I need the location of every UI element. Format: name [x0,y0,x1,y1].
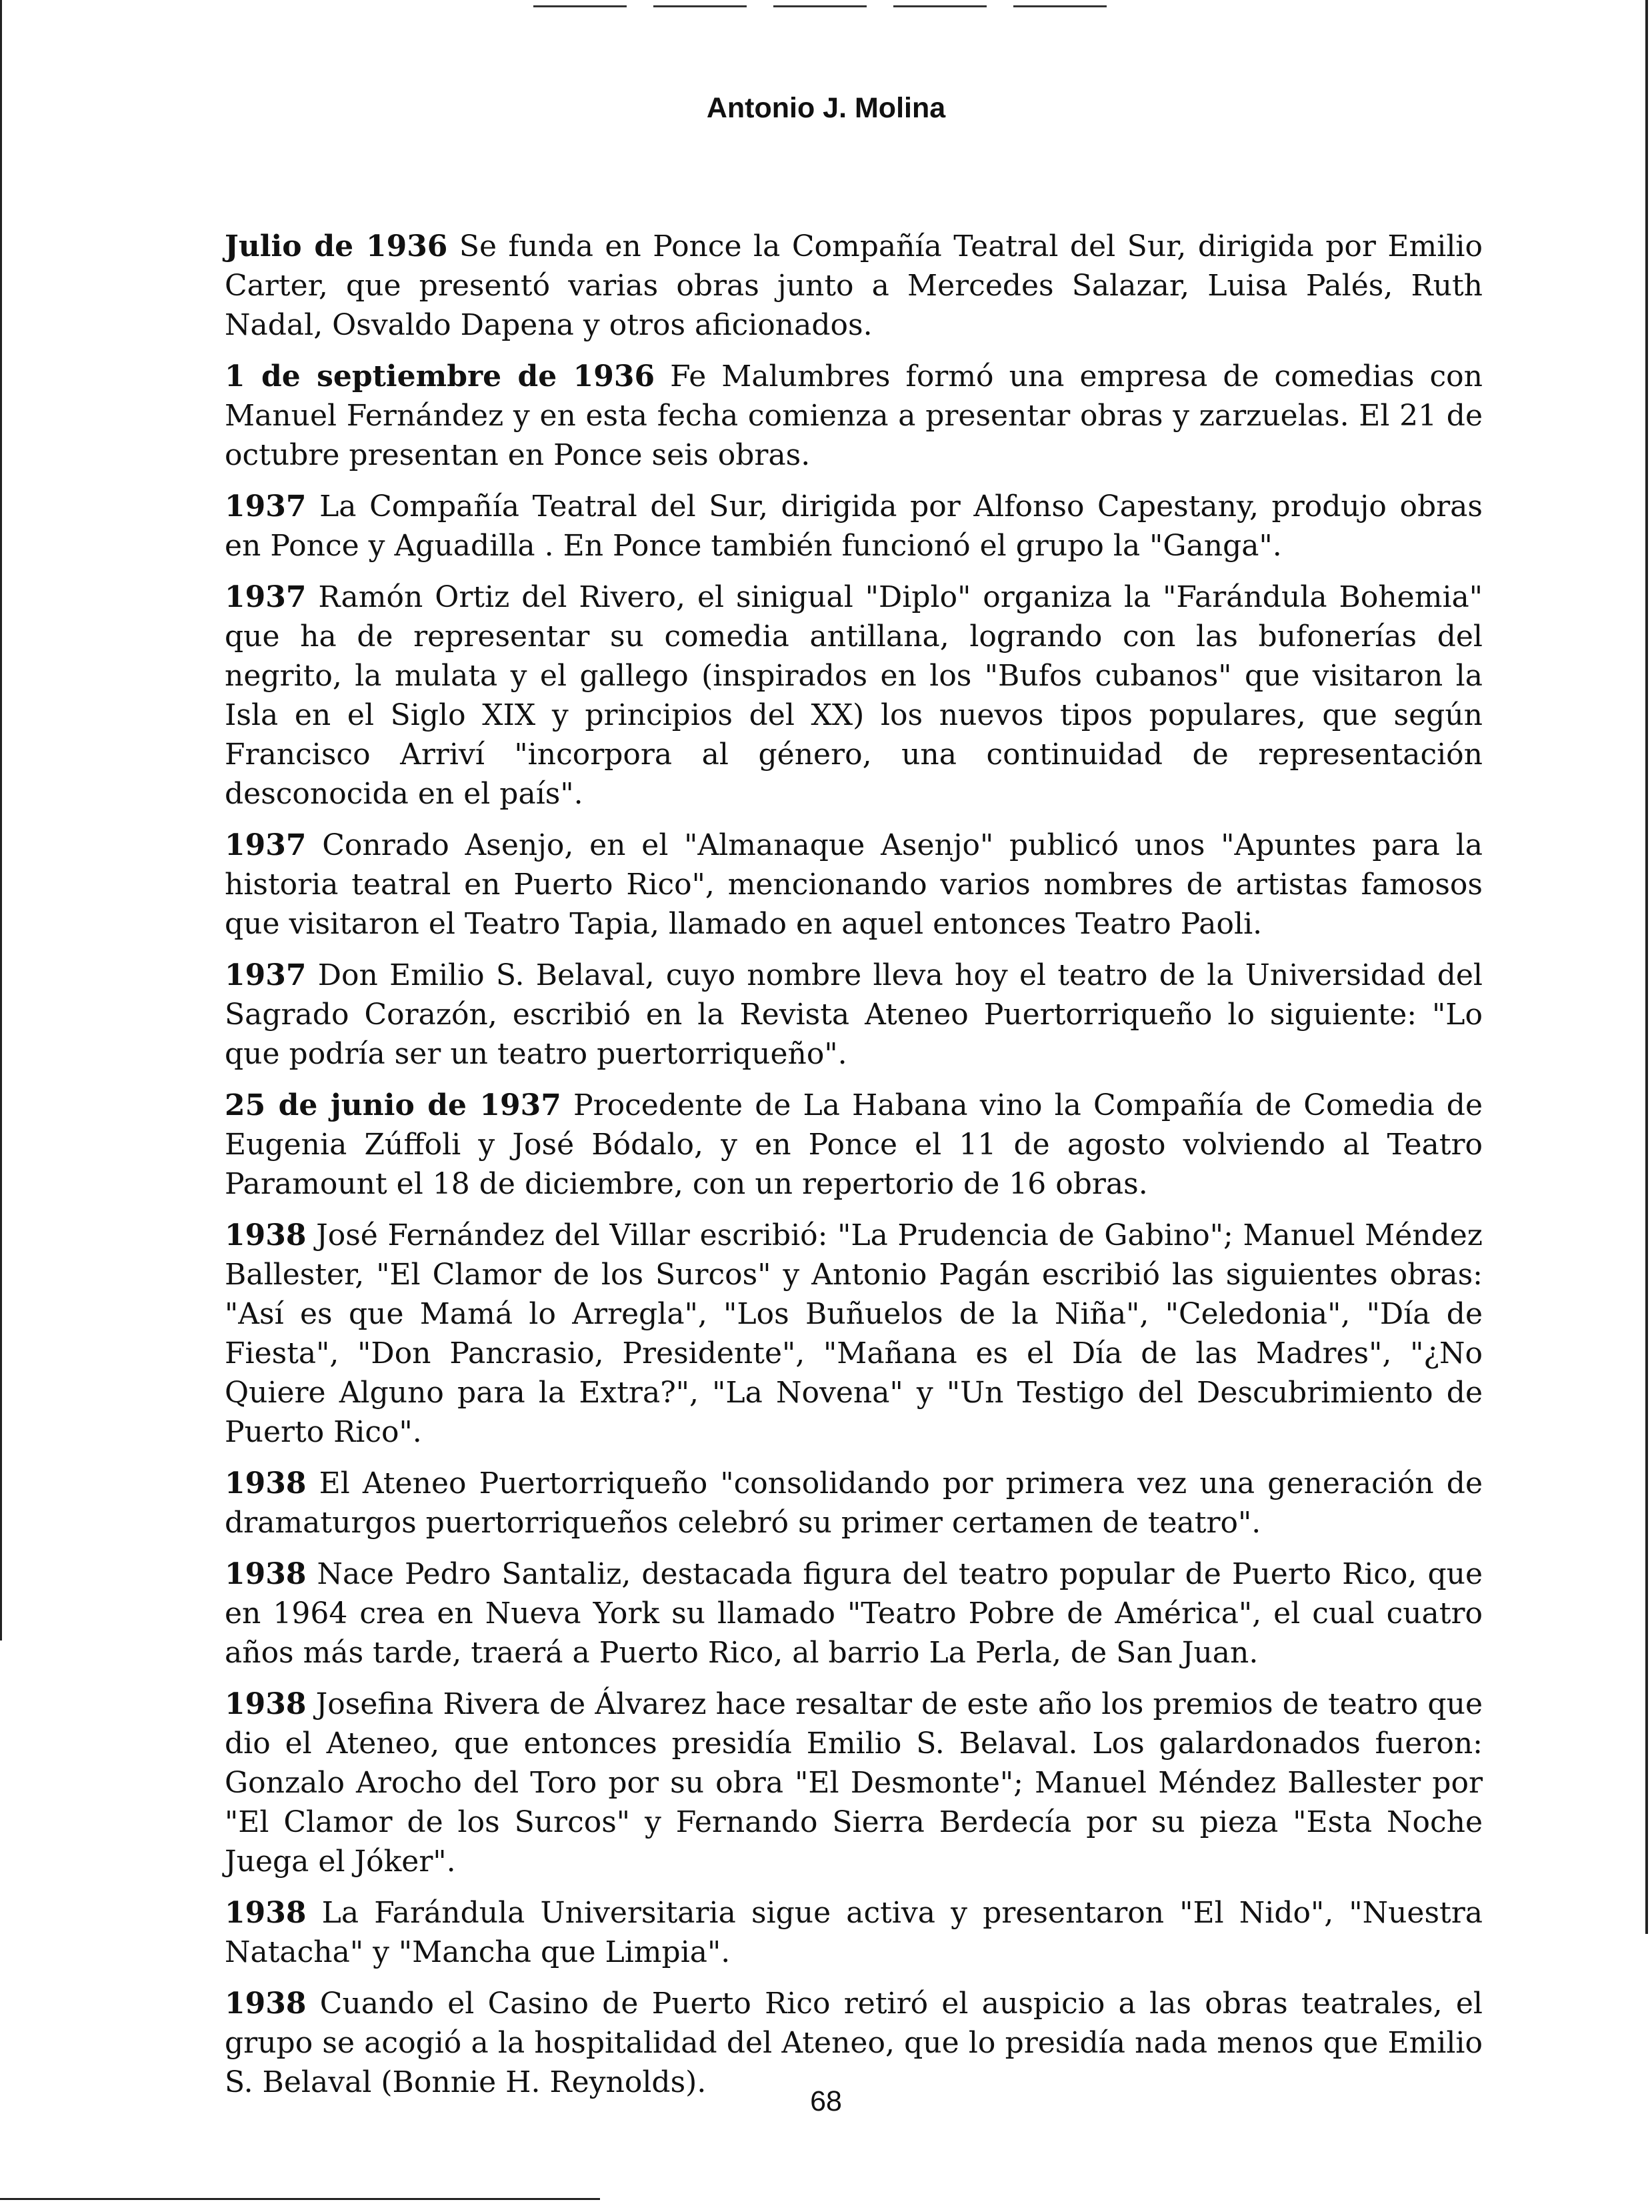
entry [225,1216,1483,1452]
entry-text: Cuando el Casino de Puerto Rico retiró el auspicio a las obras teatrales, el grupo se acogió a la hospitalidad del Ateneo, que lo presidía nada menos que Emilio S. Belaval (Bonnie H. Reynolds). [225,1987,1483,2099]
entry-text: Conrado Asenjo, en el "Almanaque Asenjo" publicó unos "Apuntes para la historia teatral en Puerto Rico", mencionando varios nombres de artistas famosos que visitaron el Teatro Tapia, llamado en aquel entonces Teatro Paoli. [225,828,1483,941]
entry [225,487,1483,566]
entry-date: 1938 [225,1687,307,1721]
entry-date: 1937 [225,580,307,614]
entry [225,227,1483,345]
entry-text: La Farándula Universitaria sigue activa y presentaron "El Nido", "Nuestra Natacha" y "Mancha que Limpia". [225,1896,1483,1969]
scan-mark-right [1645,0,1648,1934]
entry [225,1464,1483,1542]
entry [225,357,1483,475]
entry-date: 1 de septiembre de 1936 [225,359,655,393]
entry-text: Josefina Rivera de Álvarez hace resaltar de este año los premios de teatro que dio el Ateneo, que entonces presidía Emilio S. Belaval. Los galardonados fueron: Gonzalo Arocho del Toro por su obra "El Desmonte"; Manuel Méndez Ballester por "El Clamor de los Surcos" y Fernando Sierra Berdecía por su pieza "Esta Noche Juega el Jóker". [225,1687,1483,1879]
scan-mark-bottom [0,2198,600,2200]
entry [225,1984,1483,2102]
scan-mark-top [533,5,1107,7]
entry-text: José Fernández del Villar escribió: "La Prudencia de Gabino"; Manuel Méndez Ballester, "El Clamor de los Surcos" y Antonio Pagán escribió las siguientes obras: "Así es que Mamá lo Arregla", "Los Buñuelos de la Niña", "Celedonia", "Día de Fiesta", "Don Pancrasio, Presidente", "Mañana es el Día de las Madres", "¿No Quiere Alguno para la Extra?", "La Novena" y "Un Testigo del Descubrimiento de Puerto Rico". [225,1218,1483,1449]
entry [225,1554,1483,1673]
entry-text: Se funda en Ponce la Compañía Teatral del Sur, dirigida por Emilio Carter, que presentó varias obras junto a Mercedes Salazar, Luisa Palés, Ruth Nadal, Osvaldo Dapena y otros aficionados. [225,229,1483,342]
chronology-body [225,227,1483,2114]
entry-text: La Compañía Teatral del Sur, dirigida por Alfonso Capestany, produjo obras en Ponce y Aguadilla . En Ponce también funcionó el grupo la "Ganga". [225,489,1483,563]
entry [225,578,1483,814]
entry [225,956,1483,1074]
entry-date: 1937 [225,828,307,862]
entry [225,1893,1483,1972]
entry-date: 1938 [225,1557,307,1591]
entry-text: Ramón Ortiz del Rivero, el sinigual "Diplo" organiza la "Farándula Bohemia" que ha de representar su comedia antillana, logrando con las bufonerías del negrito, la mulata y el gallego (inspirados en los "Bufos cubanos" que visitaron la Isla en el Siglo XIX y principios del XX) los nuevos tipos populares, que según Francisco Arriví "incorpora al género, una continuidad de representación desconocida en el país". [225,580,1483,811]
entry-text: Procedente de La Habana vino la Compañía de Comedia de Eugenia Zúffoli y José Bódalo, y en Ponce el 11 de agosto volviendo al Teatro Paramount el 18 de diciembre, con un repertorio de 16 obras. [225,1088,1483,1201]
entry-text: Nace Pedro Santaliz, destacada figura del teatro popular de Puerto Rico, que en 1964 crea en Nueva York su llamado "Teatro Pobre de América", el cual cuatro años más tarde, traerá a Puerto Rico, al barrio La Perla, de San Juan. [225,1557,1483,1670]
entry-text: El Ateneo Puertorriqueño "consolidando por primera vez una generación de dramaturgos puertorriqueños celebró su primer certamen de teatro". [225,1466,1483,1540]
scan-mark-left [0,0,2,1640]
entry-date: 25 de junio de 1937 [225,1088,561,1122]
entry-date: 1938 [225,1896,307,1930]
page-number: 68 [810,2085,842,2117]
entry [225,1086,1483,1204]
entry-text: Don Emilio S. Belaval, cuyo nombre lleva hoy el teatro de la Universidad del Sagrado Corazón, escribió en la Revista Ateneo Puertorriqueño lo siguiente: "Lo que podría ser un teatro puertorriqueño". [225,958,1483,1071]
entry-date: Julio de 1936 [225,229,448,263]
entry-date: 1938 [225,1218,307,1252]
entry [225,826,1483,944]
entry [225,1685,1483,1881]
entry-date: 1938 [225,1466,307,1500]
entry-text: Fe Malumbres formó una empresa de comedias con Manuel Fernández y en esta fecha comienza a presentar obras y zarzuelas. El 21 de octubre presentan en Ponce seis obras. [225,359,1483,472]
entry-date: 1937 [225,489,307,523]
entry-date: 1937 [225,958,307,992]
running-header: Antonio J. Molina [706,92,946,124]
entry-date: 1938 [225,1987,307,2021]
